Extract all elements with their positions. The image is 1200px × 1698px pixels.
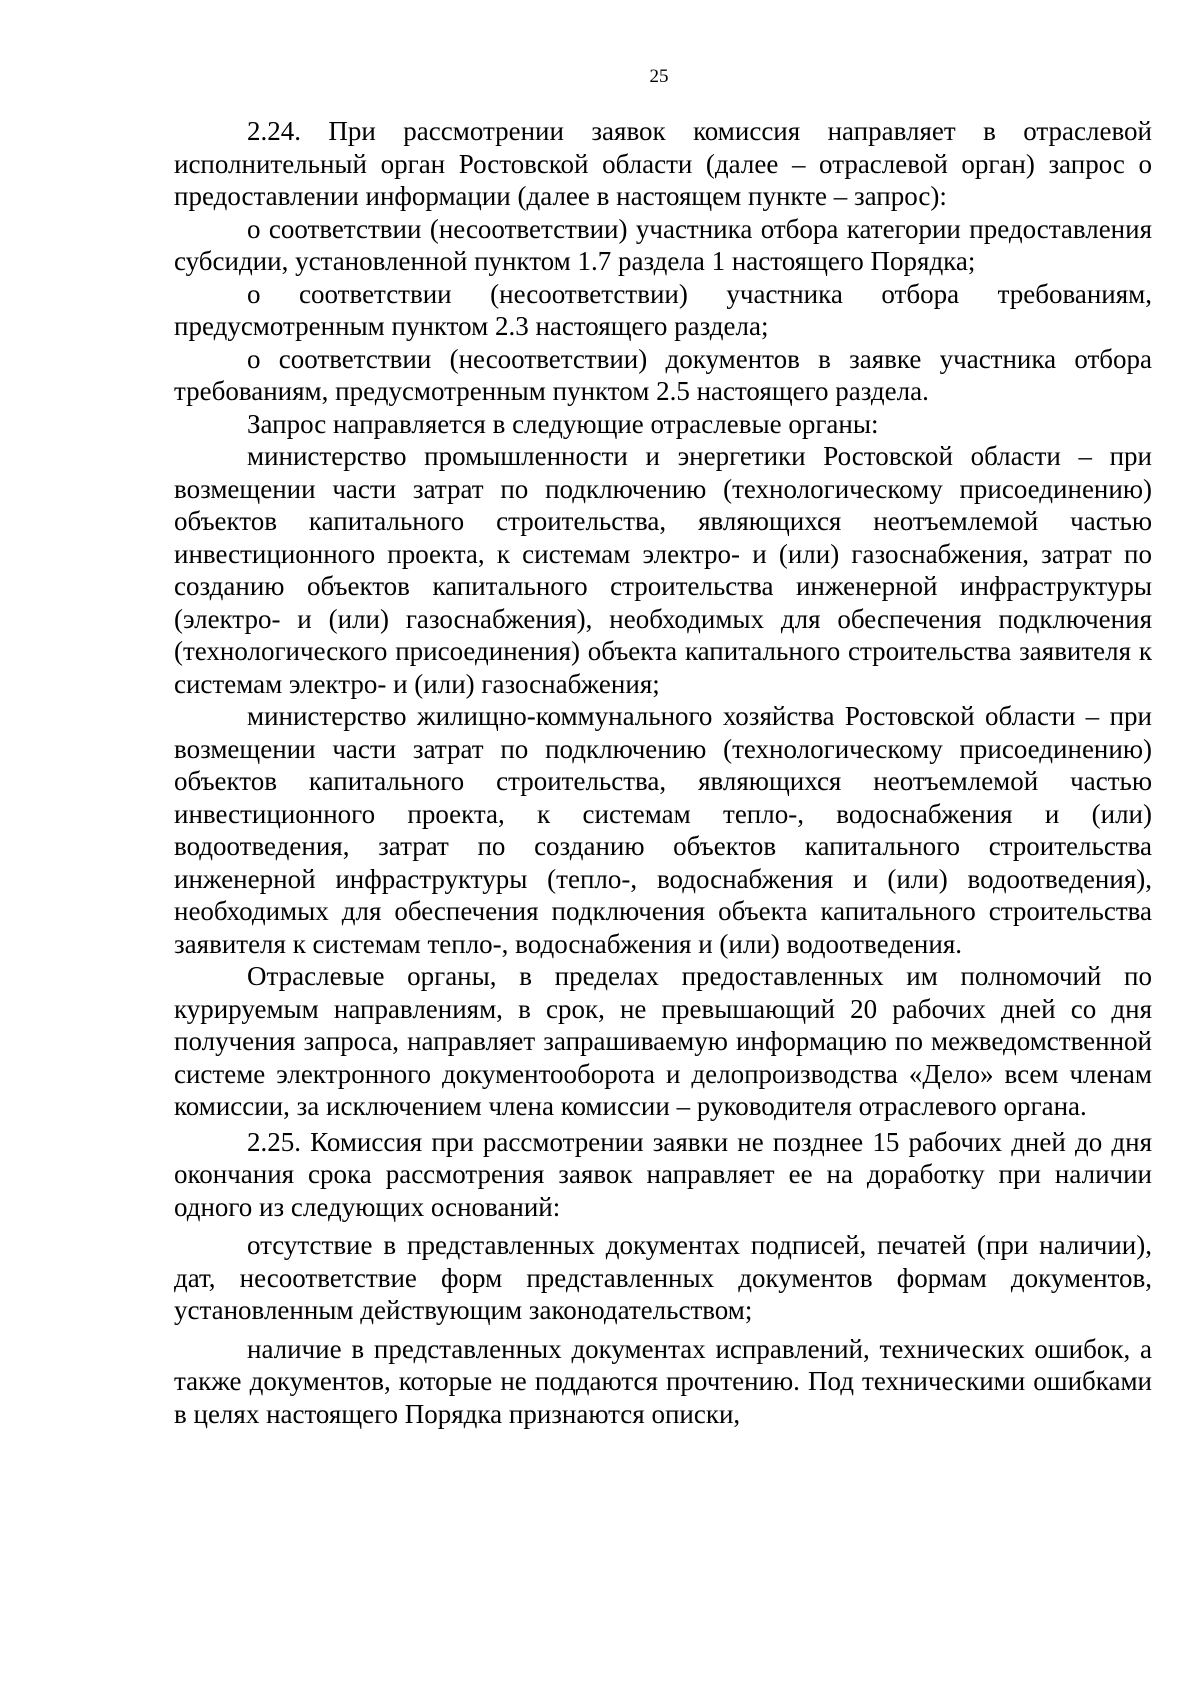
paragraph-response-deadline: Отраслевые органы, в пределах предоставленных им полномочий по курируемым направлениям, в срок, не превышающий 20 рабочих дней со дня получения запроса, направляет запрашиваемую информацию по межведомственной системе электронного документооборота и делопроизводства «Дело» всем членам комиссии, за исключением члена комиссии – руководителя отраслевого органа. <box>174 961 1152 1121</box>
list-item-documents: о соответствии (несоответствии) документов в заявке участника отбора требованиям, предусмотренным пунктом 2.5 настоящего раздела. <box>174 343 1152 406</box>
list-item-corrections: наличие в представленных документах исправлений, технических ошибок, а также документов, которые не поддаются прочтению. Под техническими ошибками в целях настоящего Порядка признаются описки, <box>174 1333 1152 1429</box>
page-number: 25 <box>649 66 669 87</box>
list-item-category: о соответствии (несоответствии) участника отбора категории предоставления субсидии, установленной пунктом 1.7 раздела 1 настоящего Порядка; <box>174 213 1152 276</box>
document-body <box>174 115 1152 1430</box>
list-item-ministry-industry: министерство промышленности и энергетики Ростовской области – при возмещении части затрат по подключению (технологическому присоединению) объектов капитального строительства, являющихся неотъемлемой частью инвестиционного проекта, к системам электро- и (или) газоснабжения, затрат по созданию объектов капитального строительства инженерной инфраструктуры (электро- и (или) газоснабжения), необходимых для обеспечения подключения (технологического присоединения) объекта капитального строительства заявителя к системам электро- и (или) газоснабжения; <box>174 441 1152 699</box>
paragraph-2-25: 2.25. Комиссия при рассмотрении заявки не позднее 15 рабочих дней до дня окончания срока рассмотрения заявок направляет ее на доработку при наличии одного из следующих оснований: <box>174 1126 1152 1222</box>
paragraph-2-24: 2.24. При рассмотрении заявок комиссия направляет в отраслевой исполнительный орган Ростовской области (далее – отраслевой орган) запрос о предоставлении информации (далее в настоящем пункте – запрос): <box>174 116 1152 211</box>
list-item-missing-signatures: отсутствие в представленных документах подписей, печатей (при наличии), дат, несоответствие форм представленных документов формам документов, установленным действующим законодательством; <box>174 1230 1152 1325</box>
list-item-requirements: о соответствии (несоответствии) участника отбора требованиям, предусмотренным пунктом 2.3 настоящего раздела; <box>174 278 1152 341</box>
list-item-ministry-housing: министерство жилищно-коммунального хозяйства Ростовской области – при возмещении части затрат по подключению (технологическому присоединению) объектов капитального строительства, являющихся неотъемлемой частью инвестиционного проекта, к системам тепло-, водоснабжения и (или) водоотведения, затрат по созданию объектов капитального строительства инженерной инфраструктуры (тепло-, водоснабжения и (или) водоотведения), необходимых для обеспечения подключения объекта капитального строительства заявителя к системам тепло-, водоснабжения и (или) водоотведения. <box>174 701 1152 959</box>
paragraph-request-recipients: Запрос направляется в следующие отраслевые органы: <box>247 408 879 439</box>
